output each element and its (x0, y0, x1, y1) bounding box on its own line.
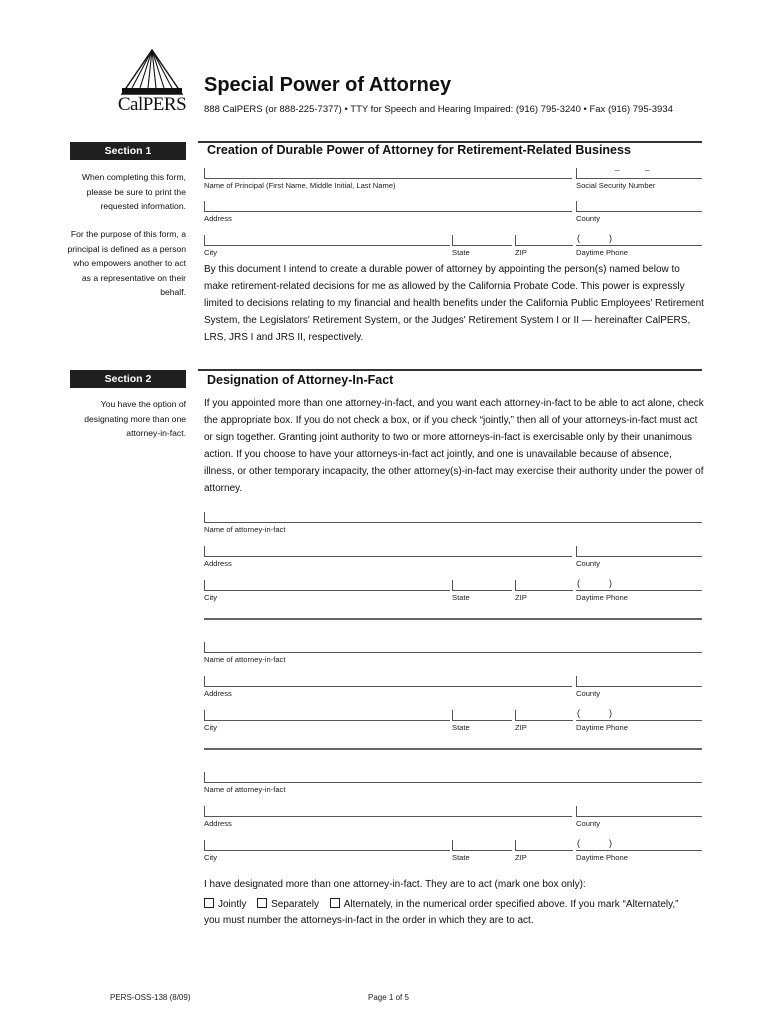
jointly-checkbox[interactable] (204, 898, 214, 908)
phone-paren-open: ( (577, 838, 580, 848)
attorney-2-zip-field-label: ZIP (515, 723, 527, 732)
attorney-1-phone-field-label: Daytime Phone (576, 593, 628, 602)
attorney-3-phone-field-label: Daytime Phone (576, 853, 628, 862)
attorney-3-city-field-label: City (204, 853, 218, 862)
section-1-tab: Section 1 (70, 142, 186, 160)
option-jointly[interactable] (204, 899, 246, 910)
attorney-divider (204, 748, 702, 750)
page-number: Page 1 of 5 (368, 993, 409, 1002)
phone-paren-open: ( (577, 578, 580, 588)
attorney-2-name-field-label: Name of attorney-in-fact (204, 655, 286, 664)
section-1-note-completing: When completing this form, please be sure to print the requested information. (81, 172, 186, 211)
attorney-3-name-field-label: Name of attorney-in-fact (204, 785, 286, 794)
alternately-checkbox[interactable] (330, 898, 340, 908)
attorney-3-state-field-label: State (452, 853, 470, 862)
principal-address-label: Address (204, 214, 232, 223)
section-1-rule (198, 141, 702, 143)
principal-city-label: City (204, 248, 218, 257)
attorney-1-name-field-label: Name of attorney-in-fact (204, 525, 286, 534)
designation-question: I have designated more than one attorney-in-fact. They are to act (mark one box only): (204, 879, 586, 890)
alternately-label: Alternately, in the numerical order specified above. If you mark “Alternately,” (343, 899, 679, 910)
calpers-logo (112, 48, 192, 120)
phone-paren-close: ) (609, 578, 612, 588)
phone-paren-close: ) (609, 233, 612, 243)
section-1-note-principal: For the purpose of this form, a principal is defined as a person who empowers another to act as a representative on their behalf. (67, 229, 186, 297)
attorney-divider (204, 618, 702, 620)
attorney-2-city-field-label: City (204, 723, 218, 732)
attorney-1-state-field-label: State (452, 593, 470, 602)
separately-checkbox[interactable] (257, 898, 267, 908)
attorney-1-city-field-label: City (204, 593, 218, 602)
principal-name-label: Name of Principal (First Name, Middle Initial, Last Name) (204, 181, 396, 190)
option-alternately[interactable] (330, 899, 679, 910)
logo-text: CalPERS (117, 94, 187, 115)
attorney-1-county-field-label: County (576, 559, 601, 568)
principal-phone-label: Daytime Phone (576, 248, 628, 257)
contact-line: 888 CalPERS (or 888-225-7377) • TTY for Speech and Hearing Impaired: (916) 795-3240 • Fax (916) 795-3934 (204, 104, 673, 115)
phone-paren-close: ) (609, 708, 612, 718)
attorney-3-county-field-label: County (576, 819, 601, 828)
principal-county-label: County (576, 214, 601, 223)
option-separately[interactable] (257, 899, 319, 910)
section-2-heading: Designation of Attorney-In-Fact (207, 373, 394, 387)
attorney-2-county-field-label: County (576, 689, 601, 698)
phone-paren-open: ( (577, 233, 580, 243)
principal-state-label: State (452, 248, 470, 257)
section-2-tab: Section 2 (70, 370, 186, 388)
ssn-label: Social Security Number (576, 181, 656, 190)
section-2-note: You have the option of designating more than one attorney-in-fact. (84, 399, 186, 438)
ssn-separator-2: – (645, 166, 650, 175)
attorney-3-address-field-label: Address (204, 819, 232, 828)
attorney-1-address-field-label: Address (204, 559, 232, 568)
alternately-note: you must number the attorneys-in-fact in the order in which they are to act. (204, 915, 534, 926)
section-2-rule (198, 369, 702, 371)
jointly-label: Jointly (218, 899, 247, 910)
document-title: Special Power of Attorney (204, 74, 452, 96)
ssn-separator-1: – (615, 166, 620, 175)
phone-paren-close: ) (609, 838, 612, 848)
principal-zip-label: ZIP (515, 248, 527, 257)
attorney-3-zip-field-label: ZIP (515, 853, 527, 862)
phone-paren-open: ( (577, 708, 580, 718)
attorney-2-state-field-label: State (452, 723, 470, 732)
attorney-2-address-field-label: Address (204, 689, 232, 698)
calpers-logo-mark-icon (120, 48, 184, 96)
section-2-paragraph: If you appointed more than one attorney-in-fact, and you want each attorney-in-fact to be able to act alone, check the appropriate box. If you do not check a box, or if you check “jointly,” then all of your attorneys-in-fact must act or sign together. Granting joint authority to two or more attorneys-in-fact is exercisable only by their unanimous action. If you choose to have your attorneys-in-fact act jointly, and one is unavailable because of absence, illness, or other temporary incapacity, the other attorney(s)-in-fact may exercise their authority under the power of attorney. (204, 398, 704, 494)
section-1-heading: Creation of Durable Power of Attorney for Retirement-Related Business (207, 143, 631, 157)
section-1-paragraph: By this document I intend to create a durable power of attorney by appointing the person(s) named below to make retirement-related decisions for me as allowed by the California Probate Code. This power is expressly limited to decisions relating to my financial and health benefits under the California Public Employees' Retirement System, the Legislators' Retirement System, or the Judges' Retirement System I or II — hereinafter CalPERS, LRS, JRS I and JRS II, respectively. (204, 264, 704, 343)
designation-options (204, 898, 687, 910)
form-id: PERS-OSS-138 (8/09) (110, 993, 191, 1002)
attorney-1-zip-field-label: ZIP (515, 593, 527, 602)
separately-label: Separately (271, 899, 319, 910)
attorney-2-phone-field-label: Daytime Phone (576, 723, 628, 732)
